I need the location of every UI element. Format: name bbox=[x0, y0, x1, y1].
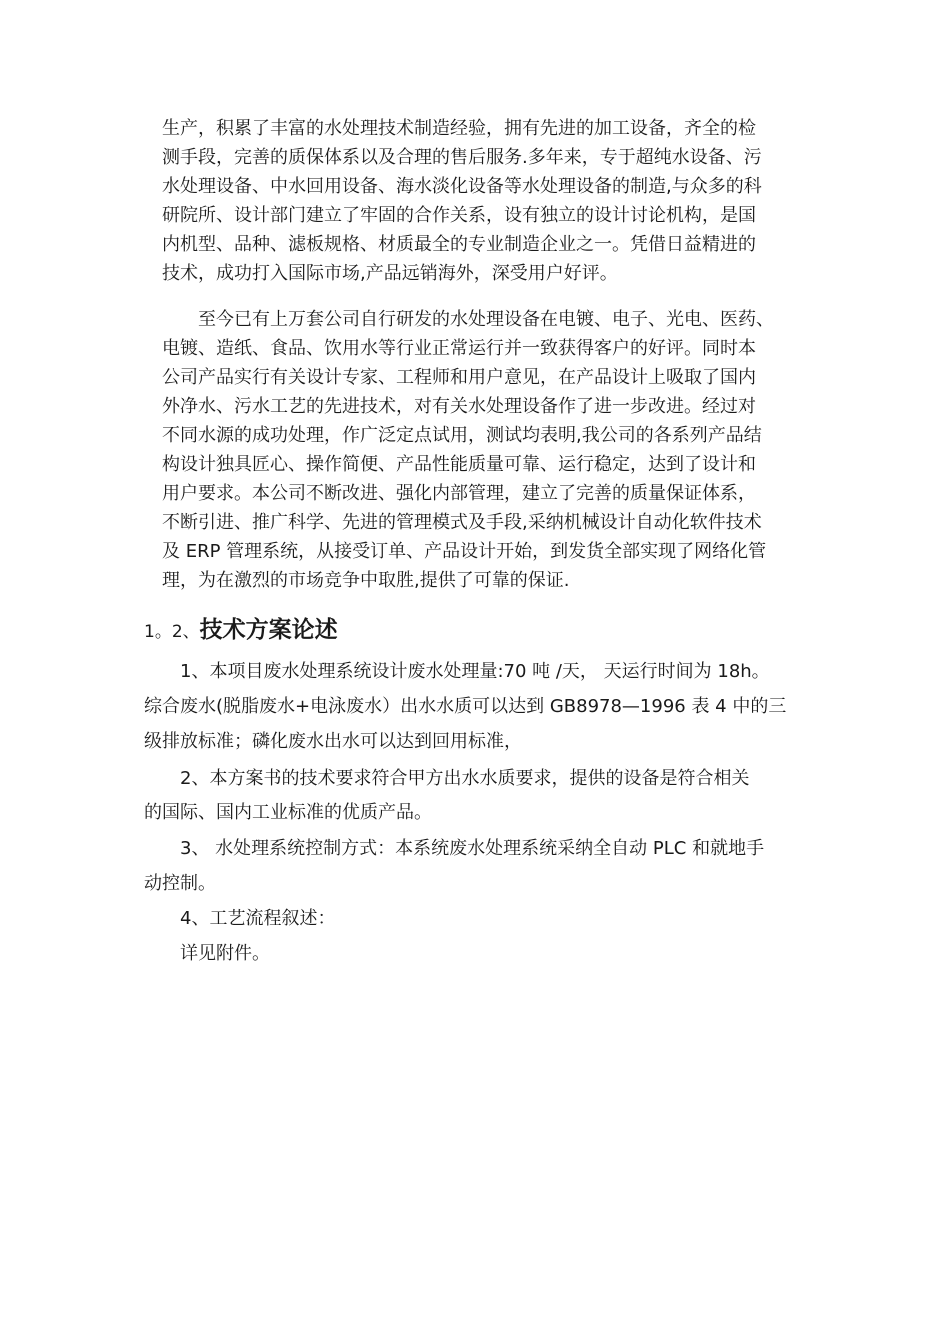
paragraph-line: 不断引进、推广科学、先进的管理模式及手段,采纳机械设计自动化软件技术 bbox=[162, 512, 762, 533]
item-line: 4、工艺流程叙述： bbox=[180, 908, 336, 929]
paragraph-line: 理，为在激烈的市场竞争中取胜,提供了可靠的保证. bbox=[162, 570, 570, 591]
item-line: 综合废水(脱脂废水+电泳废水）出水水质可以达到 GB8978—1996 表 4 中的三 bbox=[144, 696, 787, 717]
paragraph-line: 测手段，完善的质保体系以及合理的售后服务.多年来，专于超纯水设备、污 bbox=[162, 147, 762, 168]
item-line: 动控制。 bbox=[144, 873, 216, 894]
paragraph-line: 构设计独具匠心、操作简便、产品性能质量可靠、运行稳定，达到了设计和 bbox=[162, 454, 756, 475]
paragraph-line: 内机型、品种、滤板规格、材质最全的专业制造企业之一。凭借日益精进的 bbox=[162, 234, 756, 255]
paragraph-line: 公司产品实行有关设计专家、工程师和用户意见，在产品设计上吸取了国内 bbox=[162, 367, 756, 388]
item-line: 的国际、国内工业标准的优质产品。 bbox=[144, 802, 432, 823]
item-line: 1、本项目废水处理系统设计废水处理量:70 吨 /天， 天运行时间为 18h。 bbox=[180, 661, 770, 682]
item-line: 级排放标准；磷化废水出水可以达到回用标准， bbox=[144, 731, 522, 752]
item-line: 2、本方案书的技术要求符合甲方出水水质要求，提供的设备是符合相关 bbox=[180, 768, 750, 789]
section-number: 1。2、 bbox=[144, 622, 200, 642]
section-heading bbox=[144, 615, 338, 647]
paragraph-line: 研院所、设计部门建立了牢固的合作关系，设有独立的设计讨论机构，是国 bbox=[162, 205, 756, 226]
paragraph-line: 技术，成功打入国际市场,产品远销海外，深受用户好评。 bbox=[162, 263, 618, 284]
item-line: 详见附件。 bbox=[180, 943, 270, 964]
paragraph-line: 及 ERP 管理系统，从接受订单、产品设计开始，到发货全部实现了网络化管 bbox=[162, 541, 767, 562]
paragraph-line: 外净水、污水工艺的先进技术，对有关水处理设备作了进一步改进。经过对 bbox=[162, 396, 756, 417]
paragraph-line: 电镀、造纸、食品、饮用水等行业正常运行并一致获得客户的好评。同时本 bbox=[162, 338, 756, 359]
paragraph-line: 用户要求。本公司不断改进、强化内部管理，建立了完善的质量保证体系， bbox=[162, 483, 756, 504]
paragraph-line: 生产，积累了丰富的水处理技术制造经验，拥有先进的加工设备，齐全的检 bbox=[162, 118, 756, 139]
item-line: 3、 水处理系统控制方式：本系统废水处理系统采纳全自动 PLC 和就地手 bbox=[180, 838, 765, 859]
paragraph-line: 不同水源的成功处理，作广泛定点试用，测试均表明,我公司的各系列产品结 bbox=[162, 425, 762, 446]
paragraph-line: 水处理设备、中水回用设备、海水淡化设备等水处理设备的制造,与众多的科 bbox=[162, 176, 762, 197]
paragraph-line: 至今已有上万套公司自行研发的水处理设备在电镀、电子、光电、医药、 bbox=[198, 309, 774, 330]
section-title: 技术方案论述 bbox=[199, 617, 338, 643]
